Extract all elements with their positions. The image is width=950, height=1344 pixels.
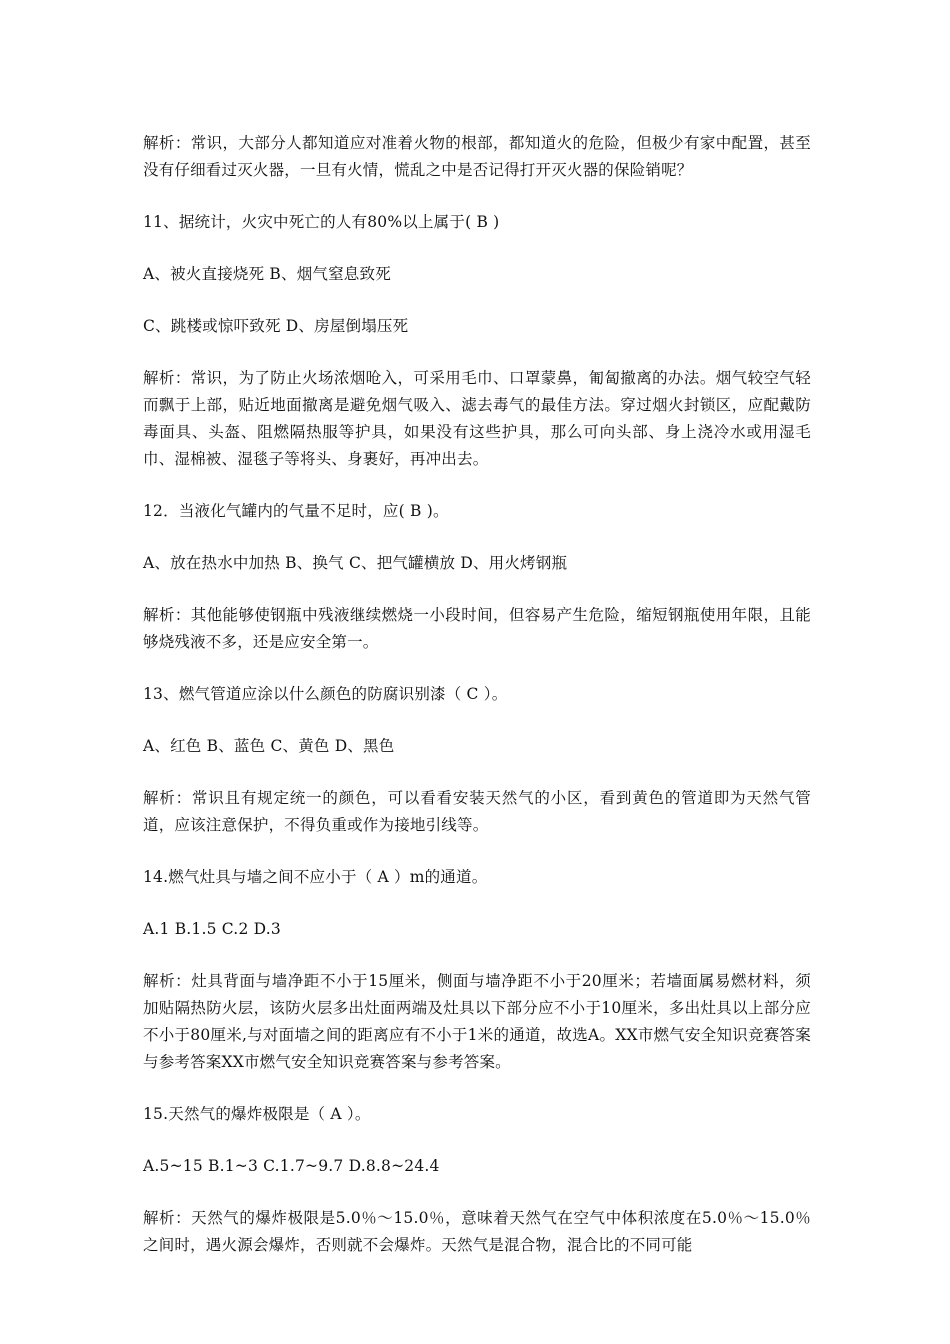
question-11-options-cd: C、跳楼或惊吓致死 D、房屋倒塌压死 xyxy=(143,317,409,335)
paragraph-analysis-13: 解析：常识且有规定统一的颜色，可以看看安装天然气的小区，看到黄色的管道即为天然气管道，应该注意保护，不得负重或作为接地引线等。 xyxy=(143,789,811,834)
question-15: 15.天然气的爆炸极限是（ A ）。 xyxy=(143,1105,371,1123)
question-11-options-ab: A、被火直接烧死 B、烟气窒息致死 xyxy=(143,265,391,283)
question-14-options: A.1 B.1.5 C.2 D.3 xyxy=(143,920,281,938)
question-11: 11、据统计，火灾中死亡的人有80%以上属于( B ) xyxy=(143,213,500,231)
question-14: 14.燃气灶具与墙之间不应小于（ A ）m的通道。 xyxy=(143,868,488,886)
question-15-options: A.5~15 B.1~3 C.1.7~9.7 D.8.8~24.4 xyxy=(143,1157,440,1175)
paragraph-analysis-12: 解析：其他能够使钢瓶中残液继续燃烧一小段时间，但容易产生危险，缩短钢瓶使用年限，且能够烧残液不多，还是应安全第一。 xyxy=(143,606,811,651)
paragraph-analysis-14: 解析：灶具背面与墙净距不小于15厘米，侧面与墙净距不小于20厘米；若墙面属易燃材料，须加贴隔热防火层，该防火层多出灶面两端及灶具以下部分应不小于10厘米，多出灶具以上部分应不小于80厘米,与对面墙之间的距离应有不小于1米的通道，故选A。XX市燃气安全知识竞赛答案与参考答案XX市燃气安全知识竞赛答案与参考答案。 xyxy=(143,972,811,1071)
paragraph-analysis-15: 解析：天然气的爆炸极限是5.0％～15.0％，意味着天然气在空气中体积浓度在5.0％～15.0％之间时，遇火源会爆炸，否则就不会爆炸。天然气是混合物，混合比的不同可能 xyxy=(143,1209,811,1254)
question-12: 12．当液化气罐内的气量不足时，应( B )。 xyxy=(143,502,449,520)
paragraph-analysis-11: 解析：常识，为了防止火场浓烟呛入，可采用毛巾、口罩蒙鼻，匍匐撤离的办法。烟气较空气轻而飘于上部，贴近地面撤离是避免烟气吸入、滤去毒气的最佳方法。穿过烟火封锁区，应配戴防毒面具、头盔、阻燃隔热服等护具，如果没有这些护具，那么可向头部、身上浇冷水或用湿毛巾、湿棉被、湿毯子等将头、身裹好，再冲出去。 xyxy=(143,369,811,468)
paragraph-analysis-10: 解析：常识，大部分人都知道应对准着火物的根部，都知道火的危险，但极少有家中配置，甚至没有仔细看过灭火器，一旦有火情，慌乱之中是否记得打开灭火器的保险销呢？ xyxy=(143,134,811,179)
document-body xyxy=(143,130,811,1284)
question-12-options: A、放在热水中加热 B、换气 C、把气罐横放 D、用火烤钢瓶 xyxy=(143,554,568,572)
question-13: 13、燃气管道应涂以什么颜色的防腐识别漆（ C ）。 xyxy=(143,685,508,703)
question-13-options: A、红色 B、蓝色 C、黄色 D、黑色 xyxy=(143,737,395,755)
